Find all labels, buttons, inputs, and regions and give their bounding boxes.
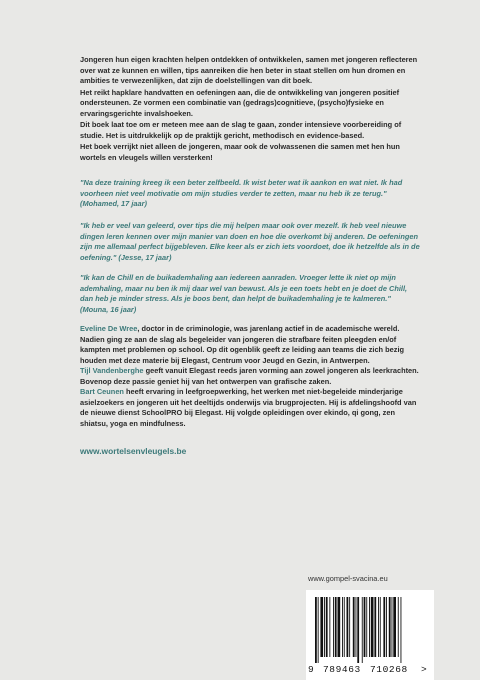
barcode-bar — [371, 597, 374, 657]
barcode-bar — [333, 597, 334, 657]
author-name: Bart Ceunen — [80, 387, 124, 397]
barcode-bar — [324, 597, 325, 657]
barcode-bar — [347, 597, 349, 657]
barcode-bar — [393, 597, 396, 657]
barcode-end-mark: > — [421, 664, 428, 675]
author-bio-text: geeft vanuit Elegast reeds jaren vorming aan zowel jongeren als leerkrachten. Bovenop deze passie geniet hij van het ontwerpen van grafische zaken. — [80, 366, 419, 386]
author-bio-text: heeft ervaring in leefgroepwerking, het werken met niet-begeleide minderjarige asielzoekers en jongeren uit het deeltijds onderwijs via brugprojecten. Hij is afdelingshoofd van de nieuwe dienst SchoolPRO bij Elegast. Hij volgde opleidingen over ekindo, qi gong, zen shiatsu, yoga en mindfulness. — [80, 387, 417, 428]
intro-paragraph: Jongeren hun eigen krachten helpen ontdekken of ontwikkelen, samen met jongeren reflecteren over wat ze kunnen en willen, tips aanreiken die hen beter in staat stellen om hun dromen en ambities te verwezenlijken, dat zijn de doelstellingen van dit boek. — [80, 55, 418, 86]
author-name: Tijl Vandenberghe — [80, 366, 144, 376]
barcode-bar — [357, 597, 359, 663]
barcode-bar — [389, 597, 391, 657]
barcode-bar — [318, 597, 319, 663]
barcode-bar — [401, 597, 402, 663]
barcode-bar — [356, 597, 357, 657]
author-bio-text: , doctor in de criminologie, was jarenlang actief in de academische wereld. Nadien ging ze aan de slag als begeleider van jongeren die strafbare feiten pleegden en/of kampten met problemen op school. Op dit ogenblik geeft ze leiding aan teams die zich bezig houden met deze materie bij Elegast, Centrum voor Jeugd en Gezin, in Antwerpen. — [80, 324, 405, 365]
barcode-bar — [344, 597, 345, 657]
intro-paragraph: Het boek verrijkt niet alleen de jongeren, maar ook de volwassenen die samen met hen hun wortels en vleugels willen versterken! — [80, 142, 400, 162]
barcode-left-group: 789463 — [323, 664, 361, 675]
barcode-bar — [320, 597, 323, 657]
barcode-bars — [315, 597, 425, 663]
barcode-bar — [364, 597, 366, 657]
barcode-bar — [329, 597, 330, 657]
testimonial-quote: "Ik kan de Chill en de buikademhaling aan iedereen aanraden. Vroeger lette ik niet op mijn ademhaling, maar nu ben ik mij daar wel van bewust. Als je een toets hebt en je doet de Chill, dan heb je minder stress. Als je boos bent, dan helpt de buikademhaling je te kalmeren." (Mouna, 16 jaar) — [80, 273, 408, 314]
barcode-bar — [383, 597, 385, 657]
website-link[interactable]: www.wortelsenvleugels.be — [80, 446, 187, 456]
intro-text — [80, 55, 420, 164]
barcode-right-group: 710268 — [370, 664, 408, 675]
barcode-bar — [362, 597, 363, 663]
barcode-bar — [378, 597, 379, 657]
testimonial-quote: "Ik heb er veel van geleerd, over tips die mij helpen maar ook over mezelf. Ik heb veel nieuwe dingen leren kennen over mijn manier van doen en hoe die overkomt bij anderen. De oefeningen zijn me allemaal perfect bijgebleven. Elke keer als er zich iets voordoet, doe ik hetzelfde als in de oefening." (Jesse, 17 jaar) — [80, 221, 420, 262]
barcode-bar — [386, 597, 387, 657]
barcode-bar — [326, 597, 328, 657]
barcode-bar — [353, 597, 355, 657]
isbn-barcode — [306, 590, 434, 680]
barcode-bar — [342, 597, 343, 657]
barcode-bar — [338, 597, 341, 657]
author-name: Eveline De Wree — [80, 324, 138, 333]
intro-paragraph: Het reikt hapklare handvatten en oefeningen aan, die de ontwikkeling van jongeren positief ondersteunen. Ze vormen een combinatie van (gedrags)cognitieve, (psycho)fysieke en ervaringsgerichte invalshoeken. — [80, 87, 400, 118]
barcode-bar — [366, 597, 367, 657]
barcode-bar — [369, 597, 370, 657]
barcode-bar — [335, 597, 337, 657]
barcode-bar — [398, 597, 399, 657]
author-bios — [80, 324, 420, 429]
barcode-bar — [349, 597, 350, 657]
barcode-bar — [374, 597, 376, 657]
intro-paragraph: Dit boek laat toe om er meteen mee aan de slag te gaan, zonder intensieve voorbereiding of studie. Het is uitdrukkelijk op de praktijk gericht, methodisch en evidence-based. — [80, 120, 402, 140]
barcode-lead-digit: 9 — [308, 664, 315, 675]
barcode-bar — [315, 597, 317, 663]
publisher-url[interactable]: www.gompel-svacina.eu — [308, 574, 388, 583]
barcode-bar — [392, 597, 393, 657]
barcode-bar — [380, 597, 381, 657]
testimonial-quote: "Na deze training kreeg ik een beter zelfbeeld. Ik wist beter wat ik aankon en wat niet. Ik had voorheen niet veel motivatie om mijn studies verder te zetten, maar nu heb ik ze terug." (Mohamed, 17 jaar) — [80, 178, 403, 209]
